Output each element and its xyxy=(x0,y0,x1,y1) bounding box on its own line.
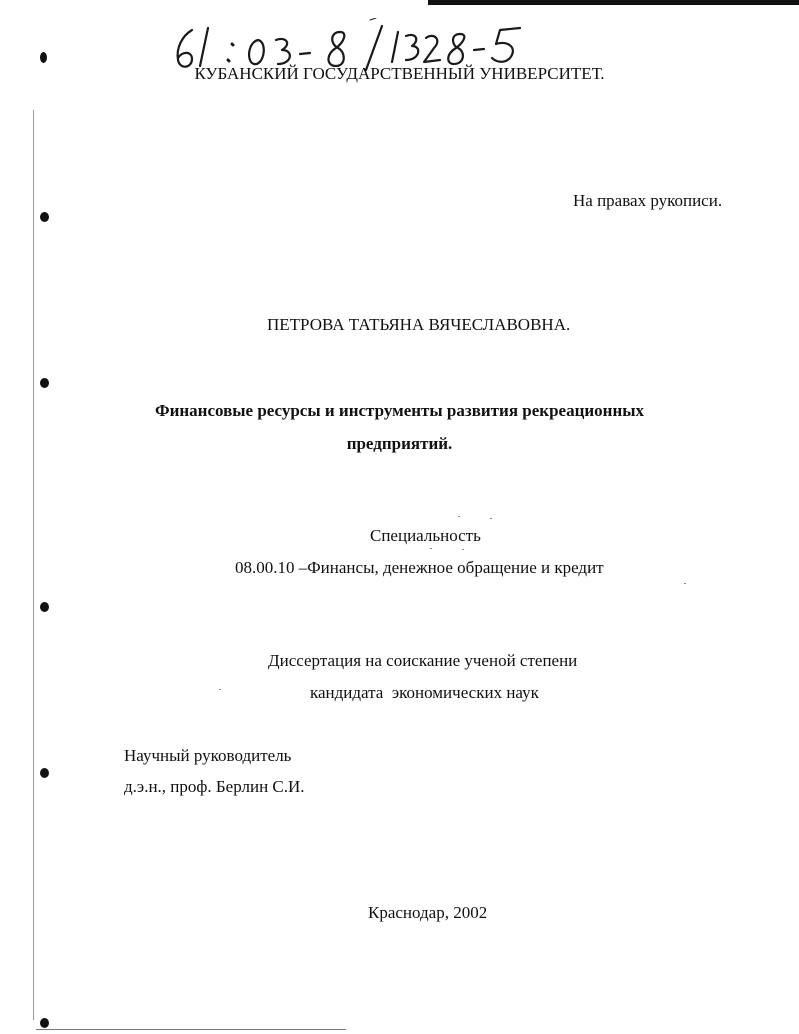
scan-speck xyxy=(684,583,686,584)
manuscript-rights-note: На правах рукописи. xyxy=(573,191,723,210)
punch-hole-mark xyxy=(40,378,49,388)
punch-hole-mark xyxy=(40,52,47,63)
scan-speck xyxy=(430,548,432,549)
scan-speck xyxy=(458,516,460,517)
dissertation-title-line-2: предприятий. xyxy=(346,434,453,453)
city-year: Краснодар, 2002 xyxy=(368,903,488,922)
scan-speck xyxy=(219,689,221,690)
author-name: ПЕТРОВА ТАТЬЯНА ВЯЧЕСЛАВОВНА. xyxy=(267,315,571,334)
scan-edge-bar xyxy=(428,0,799,5)
university-name: КУБАНСКИЙ ГОСУДАРСТВЕННЫЙ УНИВЕРСИТЕТ. xyxy=(194,64,605,83)
scan-speck xyxy=(490,518,492,519)
punch-hole-mark xyxy=(40,1018,49,1028)
specialty-label: Специальность xyxy=(370,526,481,545)
scan-bottom-line xyxy=(36,1029,346,1030)
scan-speck xyxy=(462,549,464,550)
degree-line-1: Диссертация на соискание ученой степени xyxy=(268,651,578,670)
degree-line-2: кандидата экономических наук xyxy=(310,683,539,702)
punch-hole-mark xyxy=(40,768,49,778)
punch-hole-mark xyxy=(40,212,49,222)
supervisor-name: д.э.н., проф. Берлин С.И. xyxy=(124,777,305,796)
punch-hole-mark xyxy=(40,602,49,612)
specialty-code-name: 08.00.10 –Финансы, денежное обращение и кредит xyxy=(235,558,604,577)
scan-margin-line xyxy=(33,110,34,1020)
dissertation-title-line-1: Финансовые ресурсы и инструменты развития рекреационных xyxy=(154,401,645,420)
supervisor-label: Научный руководитель xyxy=(124,746,292,765)
